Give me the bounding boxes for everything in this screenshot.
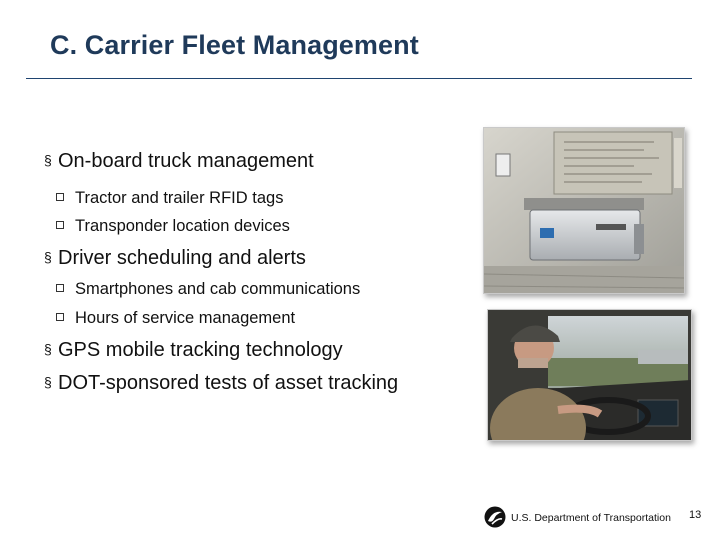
sub-bullet-text: Smartphones and cab communications (75, 280, 361, 298)
square-bullet-icon (56, 193, 64, 201)
sub-bullet-item (56, 309, 295, 328)
bullet-marker: § (44, 374, 52, 390)
square-bullet-icon (56, 284, 64, 292)
title-divider (26, 78, 692, 79)
bullet-marker: § (44, 152, 52, 168)
bullet-text: GPS mobile tracking technology (58, 339, 343, 361)
transponder-photo-illustration (484, 128, 684, 293)
sub-bullet-text: Tractor and trailer RFID tags (75, 189, 284, 207)
page-number: 13 (689, 509, 702, 521)
bullet-item (44, 150, 314, 173)
bullet-marker: § (44, 341, 52, 357)
square-bullet-icon (56, 221, 64, 229)
bullet-marker: § (44, 249, 52, 265)
transponder-photo (483, 127, 685, 294)
truck-driver-photo (487, 309, 692, 441)
sub-bullet-text: Hours of service management (75, 309, 296, 327)
sub-bullet-text: Transponder location devices (75, 217, 290, 235)
slide-title: C. Carrier Fleet Management (50, 30, 419, 60)
bullet-item (44, 372, 398, 395)
truck-driver-photo-illustration (488, 310, 691, 440)
bullet-item (44, 247, 306, 270)
dot-logo-icon (484, 506, 506, 528)
square-bullet-icon (56, 313, 64, 321)
bullet-text: DOT-sponsored tests of asset tracking (58, 372, 399, 394)
sub-bullet-item (56, 280, 360, 299)
sub-bullet-item (56, 217, 290, 236)
sub-bullet-item (56, 189, 283, 208)
bullet-item (44, 339, 343, 362)
department-name: U.S. Department of Transportation (511, 512, 671, 524)
bullet-text: Driver scheduling and alerts (58, 247, 306, 269)
footer (484, 506, 720, 530)
bullet-text: On-board truck management (58, 150, 314, 172)
